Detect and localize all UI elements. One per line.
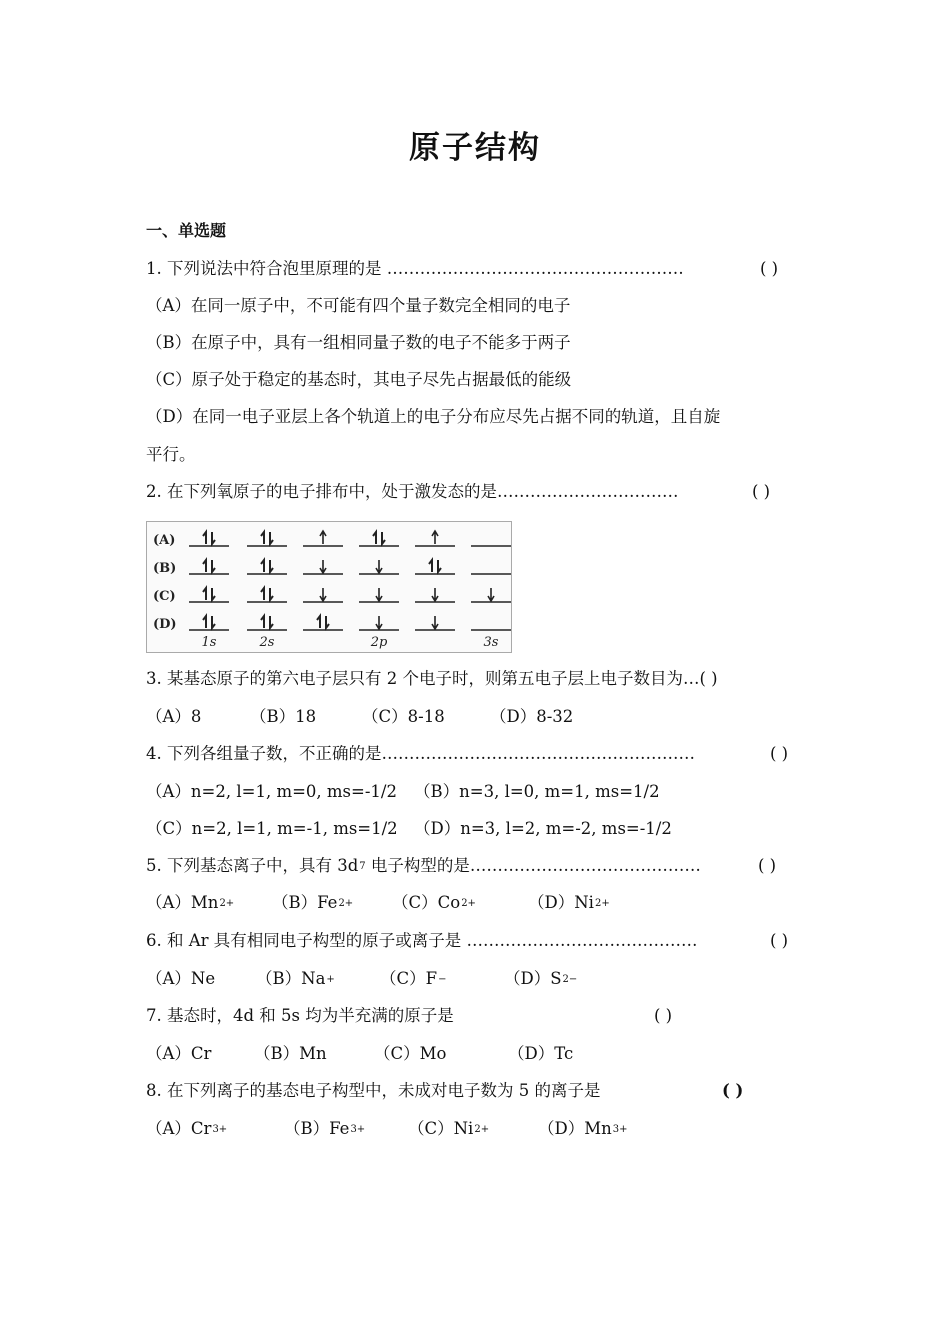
orbital-label: 3s	[483, 635, 499, 650]
question-8-option-c: （C）Ni	[408, 1119, 474, 1138]
question-6-answer-blank: ( )	[770, 931, 789, 950]
spin-up-arrow	[432, 531, 438, 544]
question-7-option-d: （D）Tc	[508, 1044, 574, 1063]
question-5-stem-sup: 7	[359, 861, 366, 872]
question-1-option-c: （C）原子处于稳定的基态时，其电子尽先占据最低的能级	[146, 370, 572, 389]
question-1-stem: 1. 下列说法中符合泡里原理的是 ………………………………………………	[146, 259, 684, 278]
question-5-answer-blank: ( )	[758, 856, 777, 875]
question-5-stem	[146, 855, 701, 878]
question-7-option-c: （C）Mo	[374, 1044, 447, 1063]
question-3-option-a: （A）8	[146, 707, 202, 726]
spin-down-arrow	[376, 616, 382, 629]
paired-electron-arrows	[261, 532, 273, 544]
question-6-option-c: （C）F	[380, 969, 438, 988]
spin-down-arrow	[488, 588, 494, 601]
orbital-diagram-svg	[147, 522, 511, 652]
question-1-option-a: （A）在同一原子中，不可能有四个量子数完全相同的电子	[146, 296, 571, 315]
question-6-option-a: （A）Ne	[146, 969, 216, 988]
question-4-stem: 4. 下列各组量子数，不正确的是…………………………………………………	[146, 744, 695, 763]
spin-up-arrow	[320, 531, 326, 544]
question-5-stem-post: 电子构型的是……………………………………	[365, 856, 701, 875]
paired-electron-arrows	[203, 616, 215, 628]
question-4-option-b: （B）n=3, l=0, m=1, ms=1/2	[414, 782, 660, 801]
paired-electron-arrows	[317, 616, 329, 628]
question-6-option-d: （D）S	[504, 969, 562, 988]
orbital-diagram	[146, 521, 512, 653]
question-6-option-b-charge: +	[326, 974, 335, 985]
question-4-option-d: （D）n=3, l=2, m=-2, ms=-1/2	[414, 819, 672, 838]
orbital-row-label: (B)	[153, 561, 177, 576]
orbital-label: 2p	[370, 635, 388, 650]
question-5-options	[146, 892, 610, 915]
question-3-option-d: （D）8-32	[490, 707, 574, 726]
question-5-option-a: （A）Mn	[146, 893, 219, 912]
question-6-option-b: （B）Na	[256, 969, 326, 988]
orbital-row-label: (D)	[153, 617, 177, 632]
question-8-option-a: （A）Cr	[146, 1119, 212, 1138]
spin-down-arrow	[376, 560, 382, 573]
question-5-option-b-charge: 2+	[338, 898, 354, 909]
question-4-option-a: （A）n=2, l=1, m=0, ms=-1/2	[146, 782, 397, 801]
orbital-label: 1s	[201, 635, 217, 650]
spin-down-arrow	[320, 588, 326, 601]
question-5-stem-pre: 5. 下列基态离子中，具有 3d	[146, 856, 359, 875]
paired-electron-arrows	[261, 560, 273, 572]
question-6-option-d-charge: 2−	[562, 974, 578, 985]
spin-down-arrow	[320, 560, 326, 573]
question-4-option-c: （C）n=2, l=1, m=-1, ms=1/2	[146, 819, 398, 838]
question-6-options	[146, 968, 577, 991]
paired-electron-arrows	[203, 560, 215, 572]
question-7-options	[146, 1043, 573, 1065]
question-5-option-a-charge: 2+	[219, 898, 235, 909]
question-3-stem: 3. 某基态原子的第六电子层只有 2 个电子时，则第五电子层上电子数目为…( )	[146, 669, 718, 688]
section-heading: 一、单选题	[146, 221, 227, 240]
spin-down-arrow	[376, 588, 382, 601]
question-1-answer-blank: ( )	[760, 259, 779, 278]
question-7-option-b: （B）Mn	[254, 1044, 327, 1063]
question-7-option-a: （A）Cr	[146, 1044, 212, 1063]
paired-electron-arrows	[203, 532, 215, 544]
paired-electron-arrows	[261, 588, 273, 600]
question-5-option-c: （C）Co	[392, 893, 461, 912]
paired-electron-arrows	[429, 560, 441, 572]
page-title: 原子结构	[409, 130, 541, 166]
question-5-option-d: （D）Ni	[528, 893, 594, 912]
paired-electron-arrows	[261, 616, 273, 628]
question-1-option-b: （B）在原子中，具有一组相同量子数的电子不能多于两子	[146, 333, 571, 352]
question-3-option-c: （C）8-18	[362, 707, 445, 726]
question-3-option-b: （B）18	[250, 707, 317, 726]
question-6-stem: 6. 和 Ar 具有相同电子构型的原子或离子是 ……………………………………	[146, 931, 698, 950]
spin-down-arrow	[432, 616, 438, 629]
question-8-option-c-charge: 2+	[474, 1124, 490, 1135]
question-8-stem: 8. 在下列离子的基态电子构型中，未成对电子数为 5 的离子是	[146, 1081, 601, 1100]
question-2-answer-blank: ( )	[752, 482, 771, 501]
question-7-stem: 7. 基态时，4d 和 5s 均为半充满的原子是	[146, 1006, 454, 1025]
spin-down-arrow	[432, 588, 438, 601]
question-8-answer-blank: ( )	[722, 1081, 744, 1100]
question-7-answer-blank: ( )	[654, 1006, 673, 1025]
question-8-option-b: （B）Fe	[284, 1119, 350, 1138]
question-4-options-ab	[146, 781, 660, 803]
question-8-option-b-charge: 3+	[350, 1124, 366, 1135]
orbital-label: 2s	[259, 635, 275, 650]
question-4-options-cd	[146, 818, 672, 840]
question-1-option-d-cont: 平行。	[146, 445, 196, 464]
paired-electron-arrows	[373, 532, 385, 544]
question-3-options	[146, 706, 573, 728]
question-8-option-a-charge: 3+	[212, 1124, 228, 1135]
question-2-stem: 2. 在下列氧原子的电子排布中，处于激发态的是……………………………	[146, 482, 679, 501]
question-8-option-d-charge: 3+	[612, 1124, 628, 1135]
question-8-options	[146, 1118, 628, 1141]
paired-electron-arrows	[203, 588, 215, 600]
question-1-option-d: （D）在同一电子亚层上各个轨道上的电子分布应尽先占据不同的轨道，且自旋	[146, 407, 721, 426]
question-5-option-c-charge: 2+	[461, 898, 476, 909]
question-4-answer-blank: ( )	[770, 744, 789, 763]
question-5-option-d-charge: 2+	[594, 898, 610, 909]
orbital-row-label: (A)	[153, 533, 176, 548]
question-6-option-c-charge: −	[438, 974, 447, 985]
orbital-row-label: (C)	[153, 589, 176, 604]
question-8-option-d: （D）Mn	[538, 1119, 612, 1138]
question-5-option-b: （B）Fe	[272, 893, 338, 912]
